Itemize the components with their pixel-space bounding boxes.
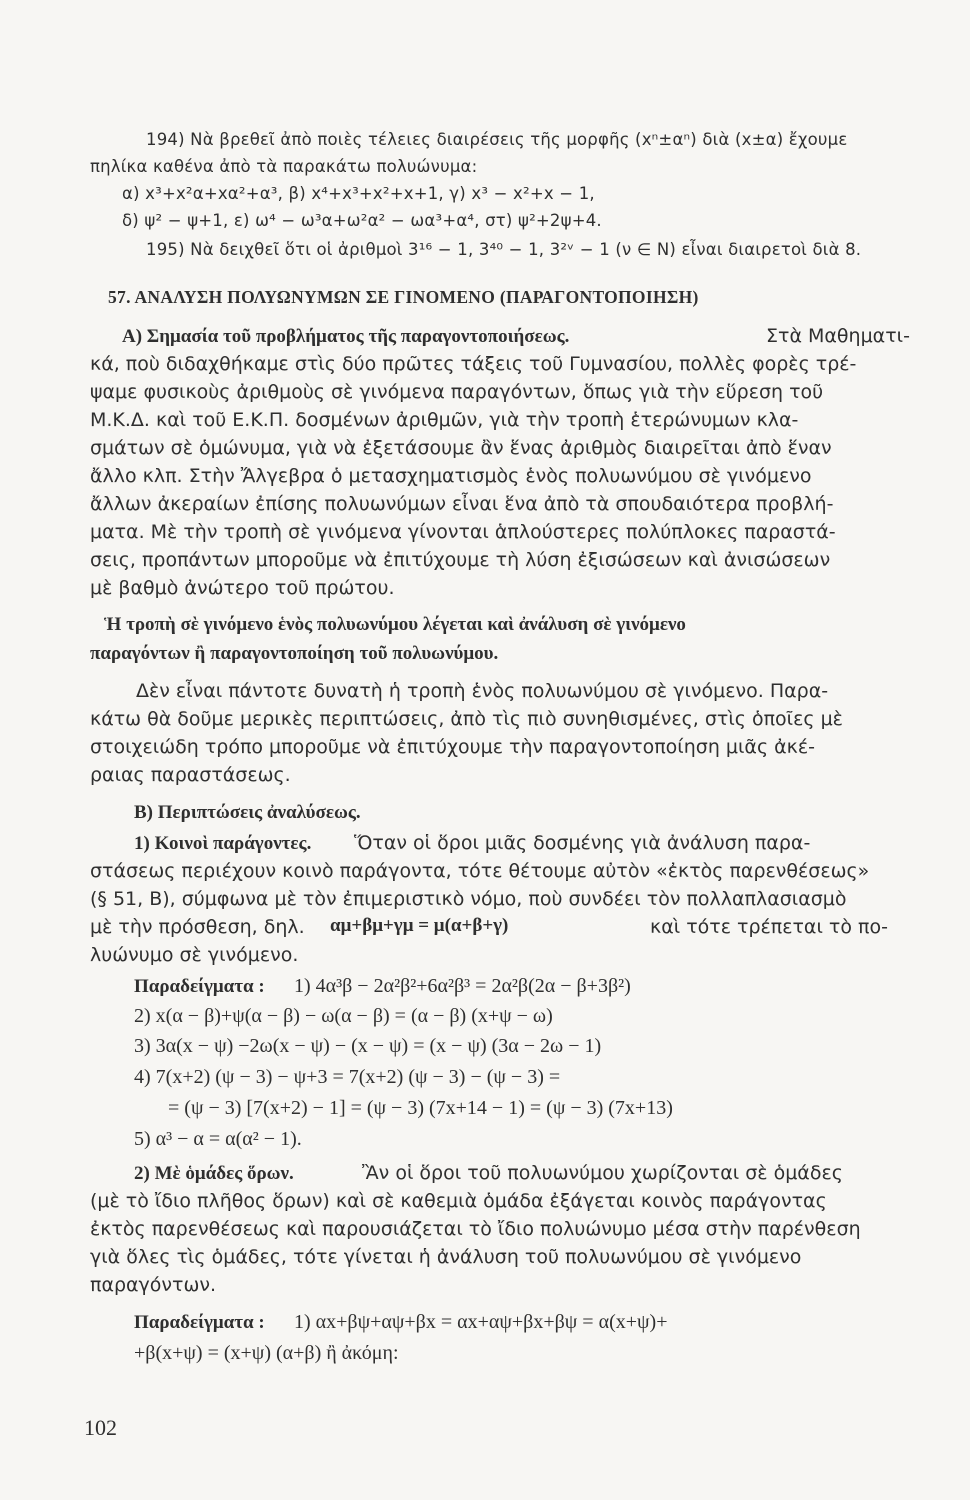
section-a-line: κά, ποὺ διδαχθήκαμε στὶς δύο πρῶτες τάξεις τοῦ Γυμνασίου, πολλὲς φορὲς τρέ- (90, 353, 857, 375)
example-3: 3) 3α(x − ψ) −2ω(x − ψ) − (x − ψ) = (x − ψ) (3α − 2ω − 1) (134, 1035, 602, 1057)
section-b-title: Β) Περιπτώσεις ἀναλύσεως. (134, 802, 361, 823)
example-2-1-line-2: +β(x+ψ) = (x+ψ) (α+β) ἢ ἀκόμη: (134, 1342, 399, 1364)
case-2-line: ἐκτὸς παρενθέσεως καὶ παρουσιάζεται τὸ ἴδιο πολυώνυμο μέσα στὴν παρένθεση (90, 1218, 861, 1240)
example-4-line-2: = (ψ − 3) [7(x+2) − 1] = (ψ − 3) (7x+14 − 1) = (ψ − 3) (7x+13) (168, 1097, 673, 1119)
exercise-195: 195) Νὰ δειχθεῖ ὅτι οἱ ἀριθμοὶ 3¹⁶ − 1, 3⁴⁰ − 1, 3²ᵛ − 1 (ν ∈ N) εἶναι διαιρετοὶ διὰ 8. (146, 240, 862, 259)
section-a-line: ψαμε φυσικοὺς ἀριθμοὺς σὲ γινόμενα παραγόντων, ὅπως γιὰ τὴν εὕρεση τοῦ (90, 381, 824, 403)
case-2-line: (μὲ τὸ ἴδιο πλῆθος ὅρων) καὶ σὲ καθεμιὰ ὁμάδα ἐξάγεται κοινὸς παράγοντας (90, 1190, 827, 1212)
note-line: ραιας παραστάσεως. (90, 764, 291, 786)
page-number: 102 (84, 1415, 117, 1440)
example-4-line-1: 4) 7(x+2) (ψ − 3) − ψ+3 = 7(x+2) (ψ − 3) − (ψ − 3) = (134, 1066, 561, 1088)
case-2-title: 2) Μὲ ὁμάδες ὅρων. (134, 1163, 294, 1184)
case-1-line: Ὅταν οἱ ὅροι μιᾶς δοσμένης γιὰ ἀνάλυση παρα- (354, 832, 811, 854)
case-2-line: Ἂν οἱ ὅροι τοῦ πολυωνύμου χωρίζονται σὲ ὁμάδες (362, 1162, 843, 1184)
section-a-line: ἄλλο κλπ. Στὴν Ἄλγεβρα ὁ μετασχηματισμὸς ἑνὸς πολυωνύμου σὲ γινόμενο (90, 465, 812, 487)
section-a-line: ἄλλων ἀκεραίων ἐπίσης πολυωνύμων εἶναι ἕνα ἀπὸ τὰ σπουδαιότερα προβλή- (90, 493, 834, 515)
section-a-line: Στὰ Μαθηματι- (766, 325, 910, 347)
case-1-line: στάσεως περιέχουν κοινὸ παράγοντα, τότε θέτουμε αὐτὸν «ἐκτὸς παρενθέσεως» (90, 860, 870, 882)
note-line: στοιχειώδη τρόπο μποροῦμε νὰ ἐπιτύχουμε τὴν παραγοντοποίηση μιᾶς ἀκέ- (90, 736, 815, 758)
case-1-title: 1) Κοινοὶ παράγοντες. (134, 833, 312, 854)
example-5: 5) α³ − α = α(α² − 1). (134, 1128, 302, 1150)
distributive-formula: αμ+βμ+γμ = μ(α+β+γ) (330, 915, 509, 936)
case-1-line: μὲ τὴν πρόσθεση, δηλ. (90, 916, 305, 938)
section-a-line: Μ.Κ.Δ. καὶ τοῦ Ε.Κ.Π. δοσμένων ἀριθμῶν, γιὰ τὴν τροπὴ ἑτερώνυμων κλα- (90, 409, 799, 431)
section-a-line: σεις, προπάντων μποροῦμε νὰ ἐπιτύχουμε τὴ λύση ἐξισώσεων καὶ ἀνισώσεων (90, 549, 831, 571)
case-2-line: γιὰ ὅλες τὶς ὁμάδες, τότε γίνεται ἡ ἀνάλυση τοῦ πολυωνύμου σὲ γινόμενο (90, 1246, 802, 1268)
case-1-line: (§ 51, Β), σύμφωνα μὲ τὸν ἐπιμεριστικὸ νόμο, ποὺ συνδέει τὸν πολλαπλασιασμὸ (90, 888, 847, 910)
section-a-line: μὲ βαθμὸ ἀνώτερο τοῦ πρώτου. (90, 577, 395, 599)
section-a-line: σμάτων σὲ ὁμώνυμα, γιὰ νὰ ἐξετάσουμε ἂν ἕνας ἀριθμὸς διαιρεῖται ἀπὸ ἕναν (90, 437, 832, 459)
examples-label: Παραδείγματα : (134, 976, 265, 997)
section-a-line: ματα. Μὲ τὴν τροπὴ σὲ γινόμενα γίνονται ἁπλούστερες πολύπλοκες παραστά- (90, 521, 836, 543)
case-1-line: καὶ τότε τρέπεται τὸ πο- (650, 916, 888, 938)
exercise-194-line-2: πηλίκα καθένα ἀπὸ τὰ παρακάτω πολυώνυμα: (90, 157, 478, 176)
note-line: Δὲν εἶναι πάντοτε δυνατὴ ἡ τροπὴ ἑνὸς πολυωνύμου σὲ γινόμενο. Παρα- (136, 680, 829, 702)
definition-line-1: Ἡ τροπὴ σὲ γινόμενο ἑνὸς πολυωνύμου λέγεται καὶ ἀνάλυση σὲ γινόμενο (104, 614, 686, 635)
case-1-line: λυώνυμο σὲ γινόμενο. (90, 944, 299, 966)
exercise-194-line-1: 194) Νὰ βρεθεῖ ἀπὸ ποιὲς τέλειες διαιρέσεις τῆς μορφῆς (xⁿ±αⁿ) διὰ (x±α) ἔχουμε (146, 130, 848, 149)
exercise-194-line-3: α) x³+x²α+xα²+α³, β) x⁴+x³+x²+x+1, γ) x³ − x²+x − 1, (122, 184, 595, 203)
section-a-title: Α) Σημασία τοῦ προβλήματος τῆς παραγοντοποιήσεως. (122, 326, 570, 347)
example-2-1-line-1: 1) αx+βψ+αψ+βx = αx+αψ+βx+βψ = α(x+ψ)+ (294, 1311, 668, 1333)
definition-line-2: παραγόντων ἢ παραγοντοποίηση τοῦ πολυωνύμου. (90, 643, 499, 664)
example-1: 1) 4α³β − 2α²β²+6α²β³ = 2α²β(2α − β+3β²) (294, 975, 631, 997)
example-2: 2) x(α − β)+ψ(α − β) − ω(α − β) = (α − β) (x+ψ − ω) (134, 1005, 553, 1027)
examples-2-label: Παραδείγματα : (134, 1312, 265, 1333)
case-2-line: παραγόντων. (90, 1274, 217, 1296)
note-line: κάτω θὰ δοῦμε μερικὲς περιπτώσεις, ἀπὸ τὶς πιὸ συνηθισμένες, στὶς ὁποῖες μὲ (90, 708, 843, 730)
exercise-194-line-4: δ) ψ² − ψ+1, ε) ω⁴ − ω³α+ω²α² − ωα³+α⁴, στ) ψ²+2ψ+4. (122, 211, 602, 230)
section-heading: 57. ΑΝΑΛΥΣΗ ΠΟΛΥΩΝΥΜΩΝ ΣΕ ΓΙΝΟΜΕΝΟ (ΠΑΡΑΓΟΝΤΟΠΟΙΗΣΗ) (108, 287, 699, 307)
